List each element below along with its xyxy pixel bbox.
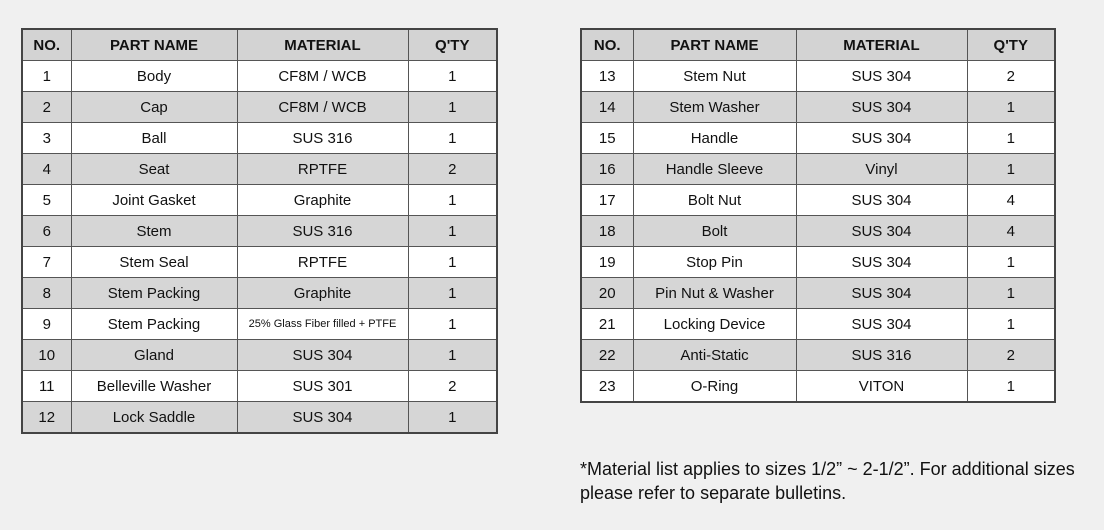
- cell-qty: 1: [408, 402, 497, 434]
- cell-qty: 1: [408, 185, 497, 216]
- cell-no: 5: [22, 185, 71, 216]
- table-row: [22, 154, 497, 185]
- cell-material: SUS 304: [796, 92, 967, 123]
- cell-qty: 1: [967, 123, 1055, 154]
- cell-no: 17: [581, 185, 633, 216]
- cell-qty: 1: [408, 216, 497, 247]
- cell-no: 11: [22, 371, 71, 402]
- cell-part-name: Gland: [71, 340, 237, 371]
- cell-qty: 1: [408, 340, 497, 371]
- table-header-row: [22, 29, 497, 61]
- cell-part-name: Stem Nut: [633, 61, 796, 92]
- cell-part-name: Locking Device: [633, 309, 796, 340]
- cell-part-name: Bolt: [633, 216, 796, 247]
- cell-material: Graphite: [237, 278, 408, 309]
- header-no: NO.: [22, 29, 71, 61]
- cell-part-name: Anti-Static: [633, 340, 796, 371]
- header-qty: Q'TY: [408, 29, 497, 61]
- table-row: [581, 247, 1055, 278]
- cell-part-name: Pin Nut & Washer: [633, 278, 796, 309]
- cell-qty: 2: [967, 340, 1055, 371]
- cell-material: SUS 304: [796, 216, 967, 247]
- cell-part-name: Ball: [71, 123, 237, 154]
- header-material: MATERIAL: [237, 29, 408, 61]
- cell-qty: 1: [408, 92, 497, 123]
- cell-no: 13: [581, 61, 633, 92]
- cell-no: 14: [581, 92, 633, 123]
- table-row: [581, 154, 1055, 185]
- cell-part-name: Stem Packing: [71, 278, 237, 309]
- table-row: [581, 278, 1055, 309]
- cell-material: SUS 316: [237, 123, 408, 154]
- cell-no: 3: [22, 123, 71, 154]
- cell-part-name: O-Ring: [633, 371, 796, 403]
- table-row: [22, 216, 497, 247]
- cell-part-name: Bolt Nut: [633, 185, 796, 216]
- cell-material: Graphite: [237, 185, 408, 216]
- cell-material: SUS 301: [237, 371, 408, 402]
- cell-part-name: Lock Saddle: [71, 402, 237, 434]
- cell-material: SUS 316: [237, 216, 408, 247]
- cell-no: 21: [581, 309, 633, 340]
- cell-no: 10: [22, 340, 71, 371]
- table-row: [22, 278, 497, 309]
- table-row: [581, 123, 1055, 154]
- cell-part-name: Seat: [71, 154, 237, 185]
- table-row: [22, 61, 497, 92]
- table-row: [22, 371, 497, 402]
- cell-material: SUS 304: [796, 185, 967, 216]
- cell-no: 22: [581, 340, 633, 371]
- table-row: [581, 309, 1055, 340]
- cell-part-name: Stem Packing: [71, 309, 237, 340]
- header-part-name: PART NAME: [71, 29, 237, 61]
- table-row: [22, 92, 497, 123]
- table-header-row: [581, 29, 1055, 61]
- table-row: [581, 371, 1055, 403]
- cell-no: 23: [581, 371, 633, 403]
- cell-qty: 1: [967, 309, 1055, 340]
- cell-qty: 4: [967, 216, 1055, 247]
- cell-no: 12: [22, 402, 71, 434]
- cell-no: 7: [22, 247, 71, 278]
- material-footnote: *Material list applies to sizes 1/2” ~ 2-1/2”. For additional sizes please refer to separate bulletins.: [580, 459, 1075, 503]
- cell-no: 16: [581, 154, 633, 185]
- cell-no: 20: [581, 278, 633, 309]
- table-row: [581, 92, 1055, 123]
- cell-material: SUS 316: [796, 340, 967, 371]
- cell-part-name: Stem Washer: [633, 92, 796, 123]
- table-row: [581, 340, 1055, 371]
- cell-material: CF8M / WCB: [237, 61, 408, 92]
- cell-part-name: Joint Gasket: [71, 185, 237, 216]
- cell-material: SUS 304: [796, 278, 967, 309]
- table-row: [22, 340, 497, 371]
- parts-table-left: [21, 28, 498, 434]
- cell-part-name: Stem Seal: [71, 247, 237, 278]
- table-row: [581, 61, 1055, 92]
- table-row: [22, 123, 497, 154]
- cell-qty: 1: [408, 309, 497, 340]
- cell-qty: 2: [408, 371, 497, 402]
- cell-qty: 4: [967, 185, 1055, 216]
- cell-material: RPTFE: [237, 247, 408, 278]
- cell-material: 25% Glass Fiber filled + PTFE: [237, 309, 408, 340]
- cell-part-name: Stop Pin: [633, 247, 796, 278]
- cell-part-name: Stem: [71, 216, 237, 247]
- cell-no: 4: [22, 154, 71, 185]
- cell-qty: 1: [967, 92, 1055, 123]
- cell-material: SUS 304: [237, 340, 408, 371]
- cell-material: SUS 304: [796, 309, 967, 340]
- cell-no: 18: [581, 216, 633, 247]
- header-qty: Q'TY: [967, 29, 1055, 61]
- cell-no: 8: [22, 278, 71, 309]
- cell-no: 9: [22, 309, 71, 340]
- table-row: [22, 402, 497, 434]
- cell-qty: 2: [408, 154, 497, 185]
- cell-qty: 1: [967, 371, 1055, 403]
- cell-no: 15: [581, 123, 633, 154]
- cell-qty: 1: [967, 247, 1055, 278]
- parts-table-right: [580, 28, 1056, 403]
- cell-material: SUS 304: [796, 123, 967, 154]
- table-row: [22, 247, 497, 278]
- cell-material: SUS 304: [796, 247, 967, 278]
- cell-qty: 1: [967, 278, 1055, 309]
- cell-qty: 1: [408, 247, 497, 278]
- cell-part-name: Belleville Washer: [71, 371, 237, 402]
- table-row: [22, 309, 497, 340]
- cell-qty: 1: [408, 61, 497, 92]
- cell-qty: 1: [408, 123, 497, 154]
- table-row: [581, 185, 1055, 216]
- cell-material: SUS 304: [796, 61, 967, 92]
- cell-material: SUS 304: [237, 402, 408, 434]
- cell-no: 6: [22, 216, 71, 247]
- cell-no: 19: [581, 247, 633, 278]
- cell-part-name: Handle Sleeve: [633, 154, 796, 185]
- cell-part-name: Body: [71, 61, 237, 92]
- cell-qty: 2: [967, 61, 1055, 92]
- cell-part-name: Cap: [71, 92, 237, 123]
- table-row: [22, 185, 497, 216]
- header-part-name: PART NAME: [633, 29, 796, 61]
- cell-material: CF8M / WCB: [237, 92, 408, 123]
- cell-no: 1: [22, 61, 71, 92]
- cell-material: VITON: [796, 371, 967, 403]
- header-material: MATERIAL: [796, 29, 967, 61]
- cell-no: 2: [22, 92, 71, 123]
- cell-qty: 1: [408, 278, 497, 309]
- header-no: NO.: [581, 29, 633, 61]
- cell-part-name: Handle: [633, 123, 796, 154]
- cell-material: RPTFE: [237, 154, 408, 185]
- cell-qty: 1: [967, 154, 1055, 185]
- table-row: [581, 216, 1055, 247]
- cell-material: Vinyl: [796, 154, 967, 185]
